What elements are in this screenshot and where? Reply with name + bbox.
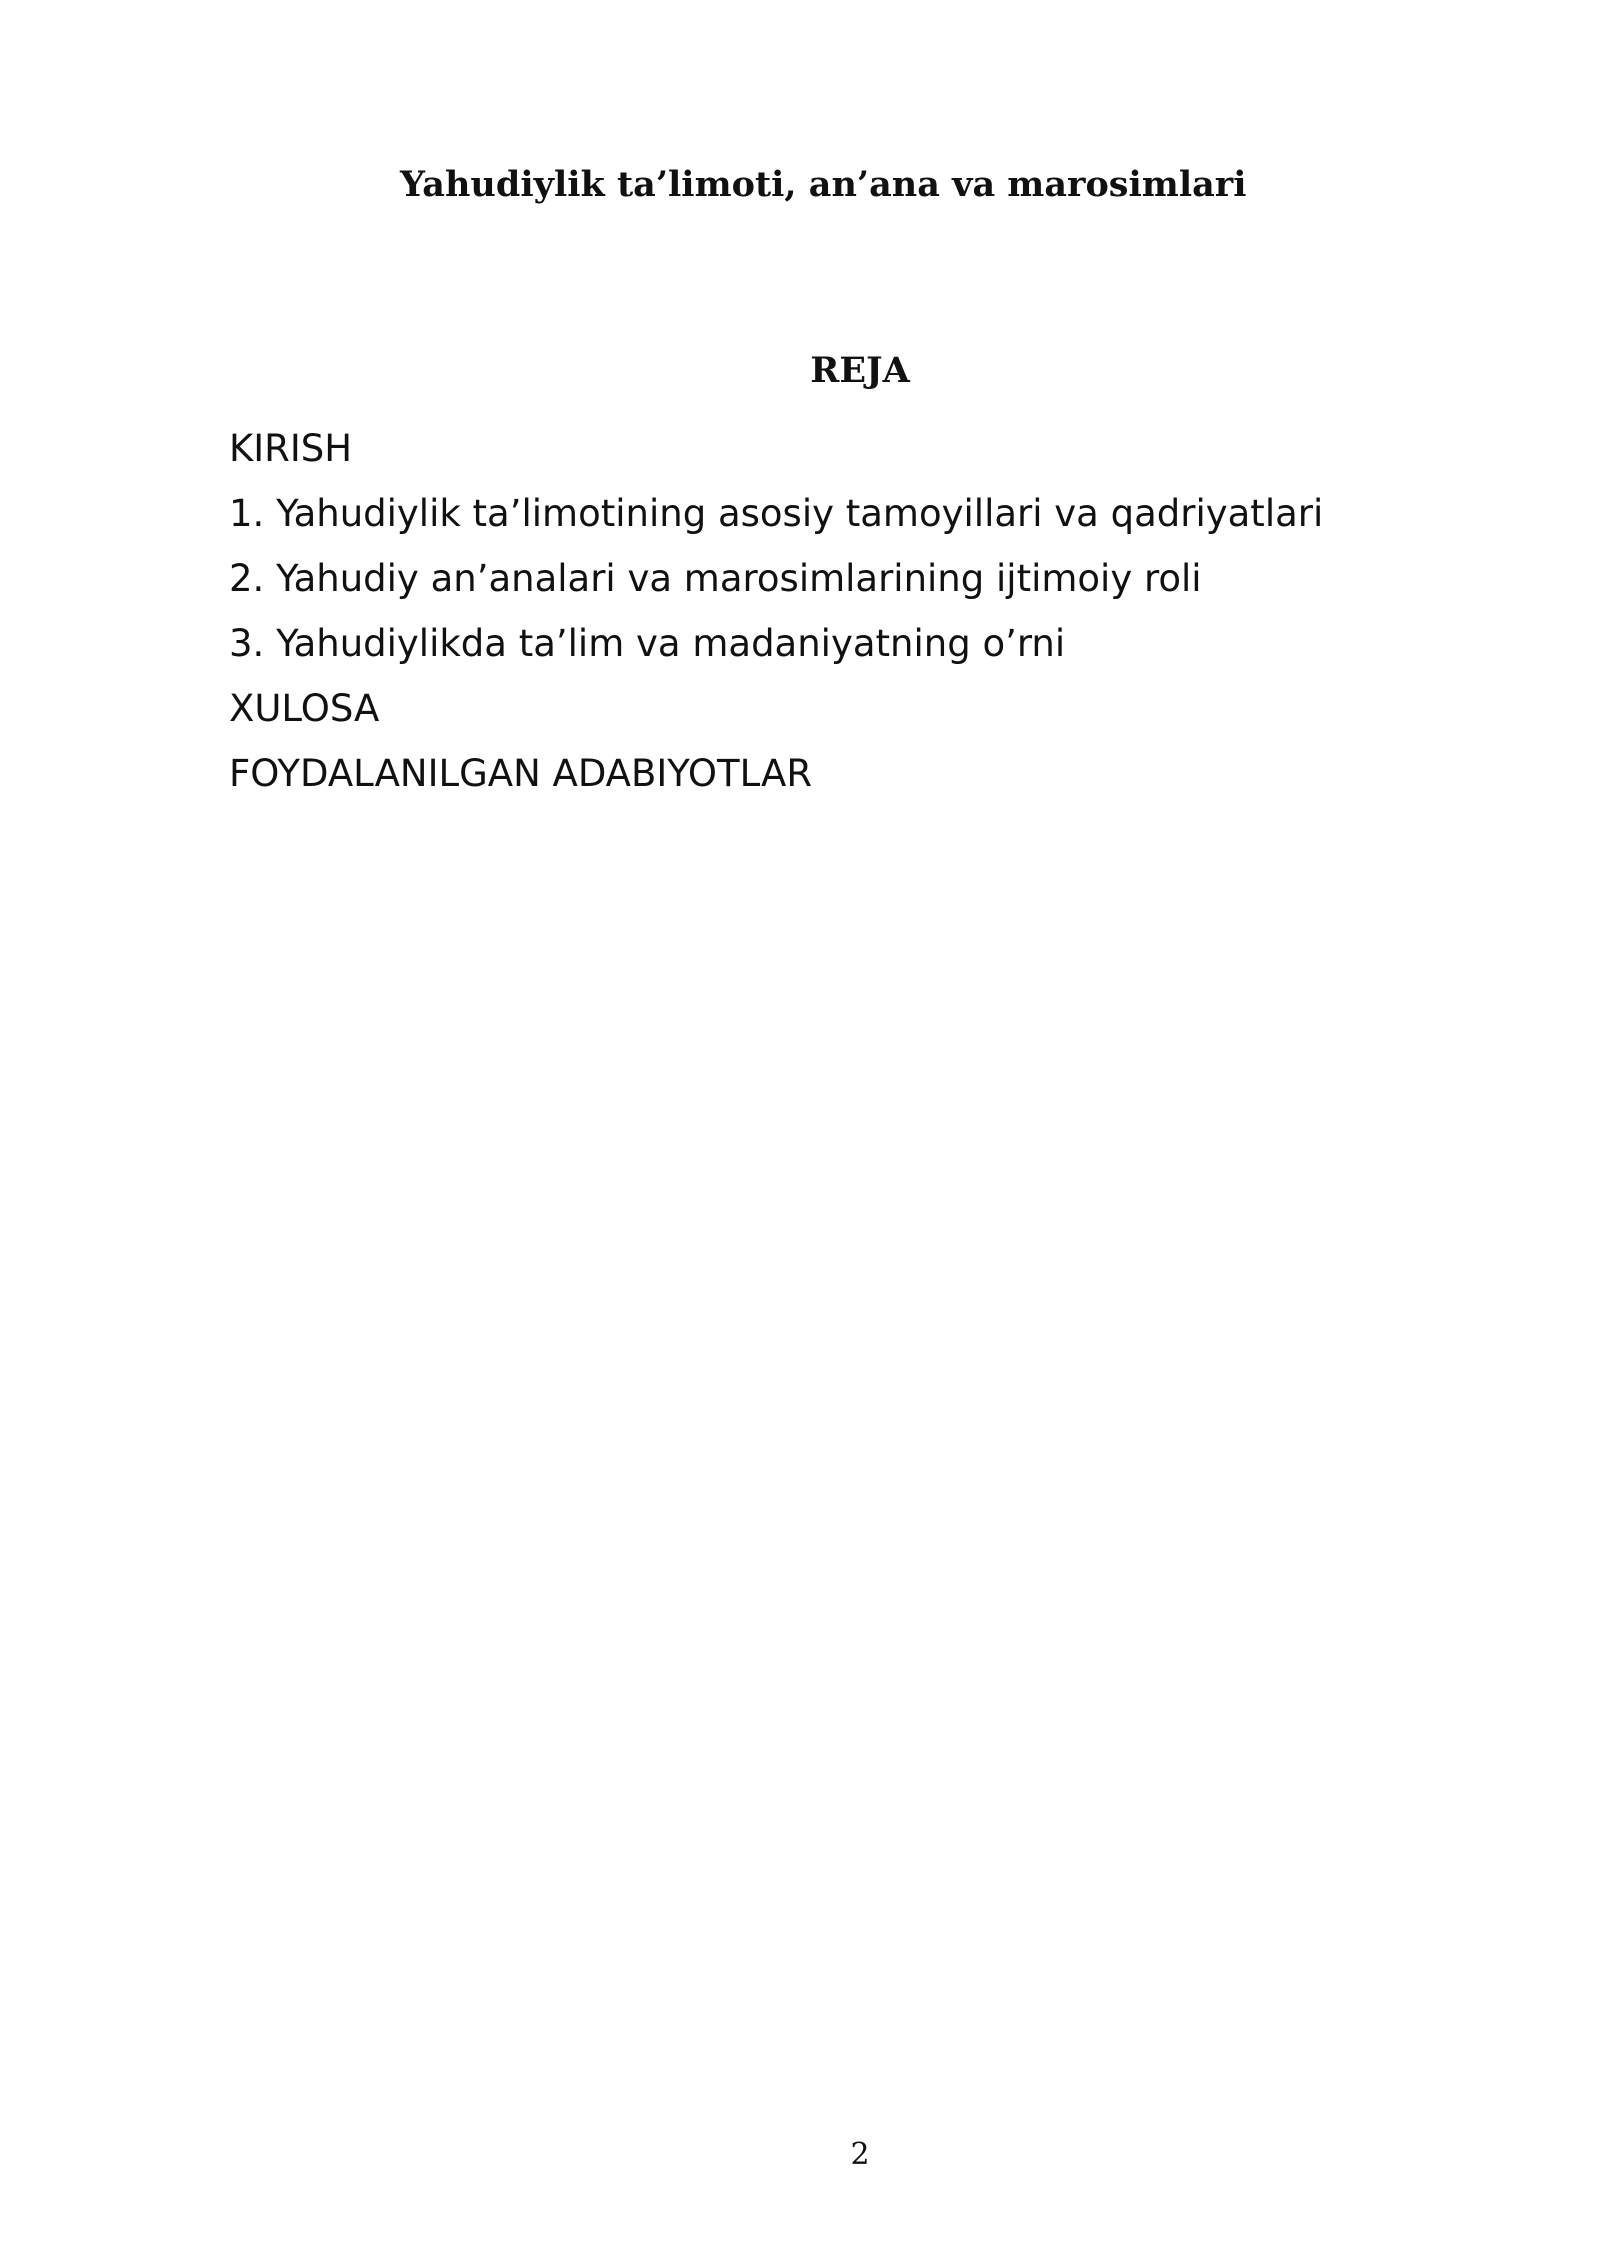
plan-item-1: 1. Yahudiylik ta’limotining asosiy tamoyillari va qadriyatlari — [229, 492, 1324, 535]
page-number: 2 — [850, 2137, 870, 2172]
plan-item-conclusion: XULOSA — [229, 687, 380, 730]
plan-heading: REJA — [810, 350, 910, 391]
plan-item-references: FOYDALANILGAN ADABIYOTLAR — [229, 752, 813, 795]
document-title: Yahudiylik ta’limoti, an’ana va marosimlari — [400, 164, 1247, 205]
plan-item-3: 3. Yahudiylikda ta’lim va madaniyatning o’rni — [229, 622, 1066, 665]
plan-item-2: 2. Yahudiy an’analari va marosimlarining ijtimoiy roli — [229, 557, 1202, 600]
plan-item-introduction: KIRISH — [229, 427, 353, 470]
plan-list — [229, 416, 1323, 806]
